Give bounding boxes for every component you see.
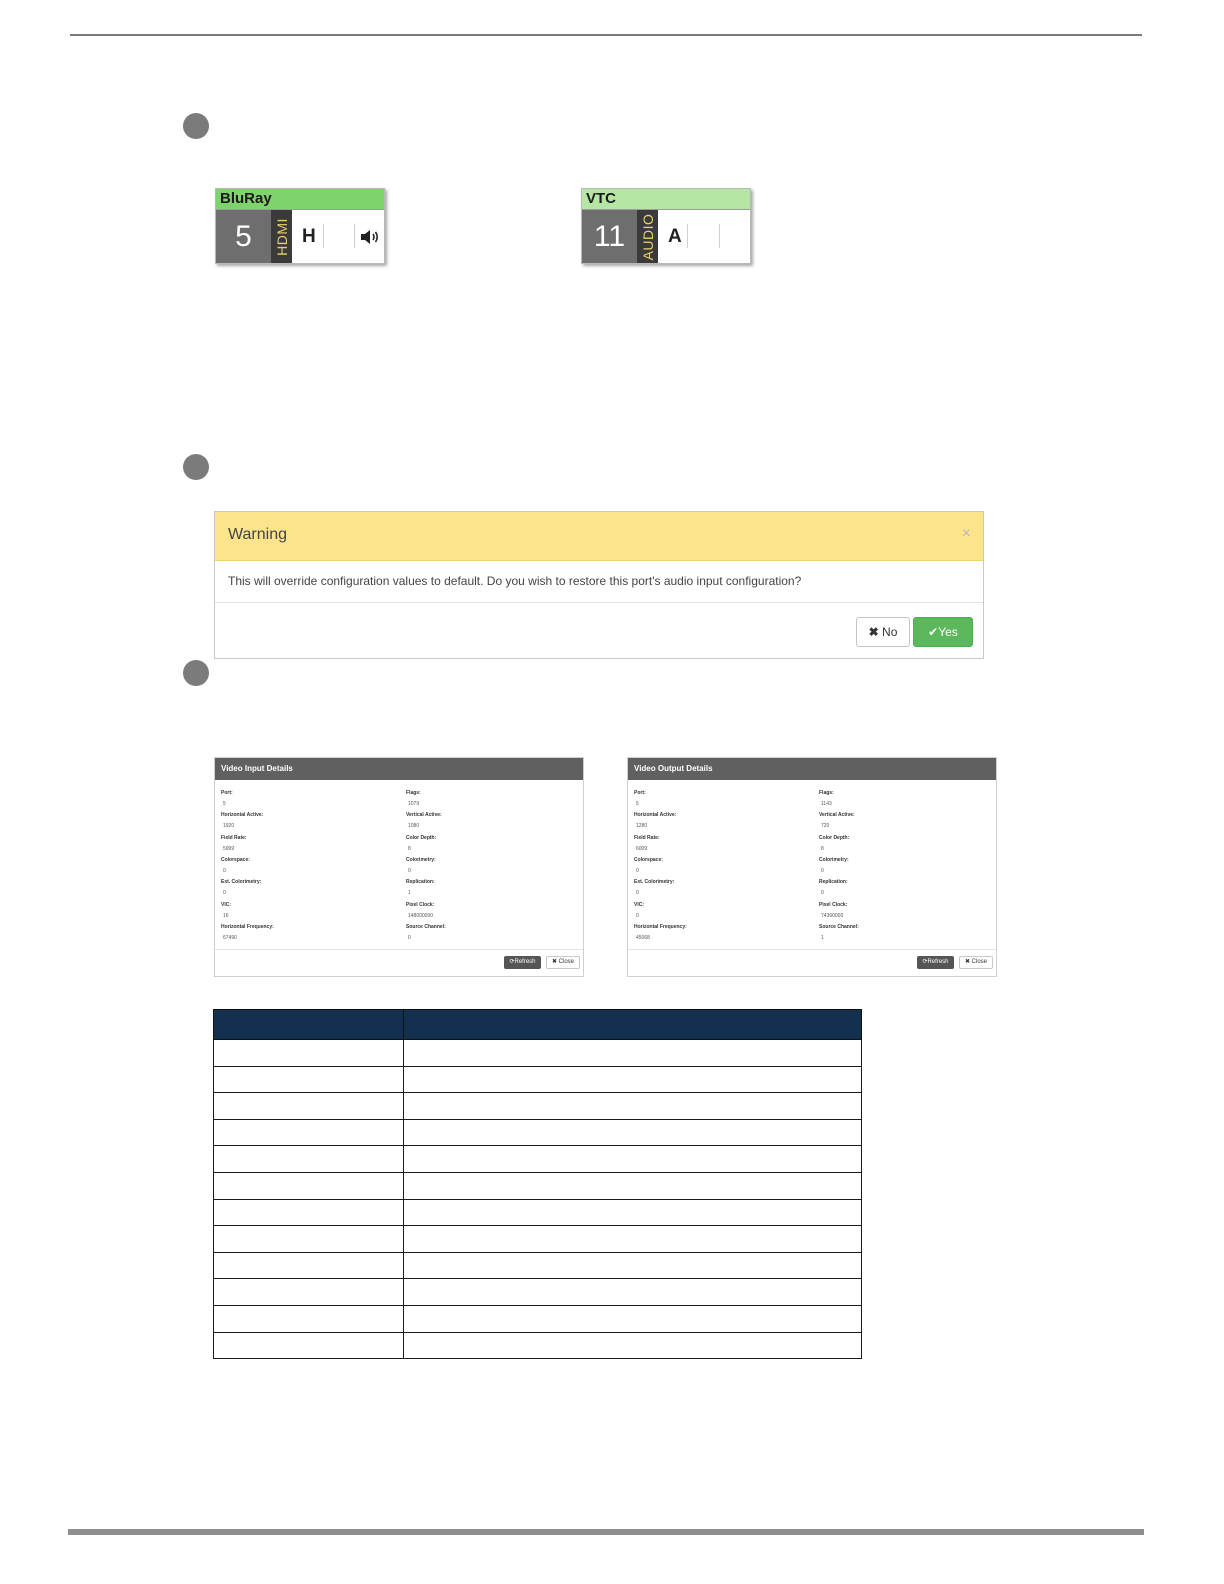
refresh-button[interactable]: ⟳Refresh (504, 956, 541, 969)
detail-field (634, 857, 663, 874)
table-header-cell (214, 1010, 404, 1040)
table-row (214, 1199, 862, 1226)
field-value: 0 (821, 890, 824, 897)
table-cell (404, 1146, 862, 1173)
field-label: Colorspace: (221, 856, 250, 863)
detail-field (634, 835, 660, 852)
field-value: 0 (223, 890, 226, 897)
field-value: 16 (223, 912, 229, 919)
table-cell (404, 1252, 862, 1279)
table-cell (214, 1332, 404, 1359)
field-value: 1079 (408, 801, 420, 807)
table-cell (404, 1093, 862, 1120)
detail-field (406, 924, 446, 941)
table-cell (404, 1199, 862, 1226)
detail-field (406, 812, 442, 829)
no-label: No (882, 625, 898, 639)
table-row (214, 1119, 862, 1146)
port-tile-bluray[interactable] (215, 188, 385, 264)
table-row (214, 1332, 862, 1359)
video-output-details-panel (627, 757, 997, 977)
field-label: Vertical Active: (406, 812, 442, 819)
field-label: Flags: (819, 790, 834, 796)
detail-field (819, 857, 849, 874)
dialog-header (215, 512, 983, 561)
field-value: 148000000 (408, 912, 434, 919)
table-cell (214, 1305, 404, 1332)
panel-title: Video Output Details (628, 758, 996, 780)
table-row (214, 1226, 862, 1253)
detail-field (406, 902, 434, 919)
table-cell (214, 1119, 404, 1146)
table-cell (404, 1305, 862, 1332)
field-label: Replication: (819, 879, 848, 886)
x-icon: ✖ (868, 625, 879, 639)
table-cell (214, 1040, 404, 1067)
field-value: 67490 (223, 934, 237, 941)
check-icon: ✔ (928, 625, 939, 639)
detail-field (819, 902, 847, 919)
field-label: Horizontal Frequency: (634, 923, 687, 930)
detail-field (406, 857, 436, 874)
detail-field (819, 790, 834, 807)
step-marker-3 (183, 660, 209, 686)
field-label: Flags: (406, 790, 421, 796)
detail-field (634, 790, 646, 807)
field-label: Color Depth: (406, 834, 437, 841)
table-cell (214, 1252, 404, 1279)
divider (323, 224, 324, 248)
port-letter: H (302, 226, 316, 247)
refresh-icon: ⟳ (922, 959, 928, 965)
tile-title: VTC (582, 189, 750, 210)
header-rule (70, 34, 1142, 36)
field-label: Field Rate: (221, 834, 247, 841)
refresh-icon: ⟳ (509, 959, 515, 965)
yes-label: Yes (938, 625, 958, 639)
table-cell (404, 1226, 862, 1253)
divider (687, 224, 688, 248)
detail-field (221, 835, 247, 852)
video-input-details-panel (214, 757, 584, 977)
field-value: 0 (408, 867, 411, 874)
field-label: Vertical Active: (819, 812, 855, 819)
field-value: 1143 (821, 801, 832, 807)
field-label: VIC: (634, 901, 644, 908)
table-cell (404, 1119, 862, 1146)
table-cell (214, 1066, 404, 1093)
signal-type-label: HDMI (271, 210, 292, 263)
detail-field (221, 879, 261, 896)
table-cell (404, 1172, 862, 1199)
field-value: 8 (408, 845, 411, 852)
detail-field (221, 790, 233, 807)
field-value: 74360000 (821, 912, 844, 919)
field-label: Ext. Colorimetry: (221, 879, 262, 886)
field-label: Source Channel: (819, 923, 859, 930)
panel-footer (215, 949, 583, 950)
table-row (214, 1146, 862, 1173)
close-icon[interactable]: × (961, 525, 971, 542)
table-cell (214, 1093, 404, 1120)
dialog-footer (215, 602, 983, 603)
port-number: 5 (216, 210, 271, 263)
field-label: Source Channel: (406, 923, 446, 930)
field-label: Pixel Clock: (406, 901, 435, 908)
table-cell (214, 1226, 404, 1253)
field-value: 0 (636, 912, 639, 919)
detail-field (819, 835, 849, 852)
table-row (214, 1066, 862, 1093)
divider (719, 224, 720, 248)
field-value: 0 (636, 890, 639, 897)
detail-field (221, 812, 263, 829)
dialog-message: This will override configuration values to default. Do you wish to restore this port's audio input configuration? (228, 574, 802, 588)
field-value: 1920 (223, 823, 235, 830)
table-row (214, 1172, 862, 1199)
close-button[interactable]: ✖ Close (959, 956, 993, 969)
field-label: Port: (634, 790, 646, 796)
warning-dialog (214, 511, 984, 659)
field-value: 45068 (636, 934, 650, 941)
field-label: Horizontal Active: (634, 812, 677, 819)
port-letter: A (668, 226, 682, 247)
field-label: Horizontal Active: (221, 812, 264, 819)
table-header-cell (404, 1010, 862, 1040)
detail-field (406, 790, 421, 807)
field-label: Port: (221, 790, 233, 796)
detail-field (221, 857, 250, 874)
panel-footer (628, 949, 996, 950)
field-label: Colorimetry: (819, 856, 849, 863)
no-button[interactable] (856, 617, 910, 647)
detail-field (634, 879, 674, 896)
field-value: 1 (821, 934, 824, 941)
table-cell (214, 1279, 404, 1306)
close-icon: ✖ (964, 959, 970, 965)
detail-field (819, 812, 855, 829)
table-cell (404, 1279, 862, 1306)
field-label: VIC: (221, 901, 231, 908)
table-row (214, 1252, 862, 1279)
table-row (214, 1279, 862, 1306)
table-header (214, 1010, 862, 1040)
field-label: Ext. Colorimetry: (634, 879, 675, 886)
table-cell (404, 1040, 862, 1067)
table-cell (214, 1172, 404, 1199)
detail-field (819, 924, 859, 941)
table-cell (404, 1066, 862, 1093)
field-label: Replication: (406, 879, 435, 886)
signal-type-label: AUDIO (637, 210, 658, 263)
close-icon: ✖ (551, 959, 557, 965)
field-label: Field Rate: (634, 834, 660, 841)
field-label: Pixel Clock: (819, 901, 848, 908)
field-label: Colorimetry: (406, 856, 436, 863)
table-cell (214, 1146, 404, 1173)
detail-field (634, 924, 687, 941)
field-value: 1080 (408, 823, 420, 830)
table-row (214, 1305, 862, 1332)
port-tile-vtc[interactable] (581, 188, 751, 264)
table-row (214, 1040, 862, 1067)
panel-title: Video Input Details (215, 758, 583, 780)
field-value: 6009 (636, 845, 648, 852)
refresh-button[interactable]: ⟳Refresh (917, 956, 954, 969)
field-value: 0 (223, 867, 226, 874)
field-value: 0 (636, 867, 639, 874)
tile-title: BluRay (216, 189, 384, 210)
divider (354, 224, 355, 248)
field-value: 1 (408, 890, 411, 897)
detail-field (221, 924, 274, 941)
field-value: 0 (821, 867, 824, 874)
close-button[interactable]: ✖ Close (546, 956, 580, 969)
detail-field (634, 902, 644, 919)
detail-field (406, 835, 436, 852)
field-label: Color Depth: (819, 834, 850, 841)
field-value: 720 (821, 823, 830, 830)
step-marker-1 (183, 113, 209, 139)
field-value: 5 (223, 801, 226, 807)
detail-field (221, 902, 231, 919)
table-cell (214, 1199, 404, 1226)
field-value: 5 (636, 801, 639, 807)
port-number: 11 (582, 210, 637, 263)
detail-field (634, 812, 676, 829)
field-value: 5999 (223, 845, 235, 852)
detail-field (819, 879, 848, 896)
field-value: 8 (821, 845, 824, 852)
speaker-icon[interactable] (360, 210, 380, 264)
footer-rule (68, 1529, 1144, 1535)
step-marker-2 (183, 454, 209, 480)
reference-table (213, 1009, 862, 1359)
field-label: Colorspace: (634, 856, 663, 863)
field-label: Horizontal Frequency: (221, 923, 274, 930)
field-value: 0 (408, 934, 411, 941)
yes-button[interactable] (913, 617, 973, 647)
field-value: 1280 (636, 823, 648, 830)
dialog-title: Warning (228, 526, 287, 543)
table-cell (404, 1332, 862, 1359)
table-row (214, 1093, 862, 1120)
detail-field (406, 879, 435, 896)
